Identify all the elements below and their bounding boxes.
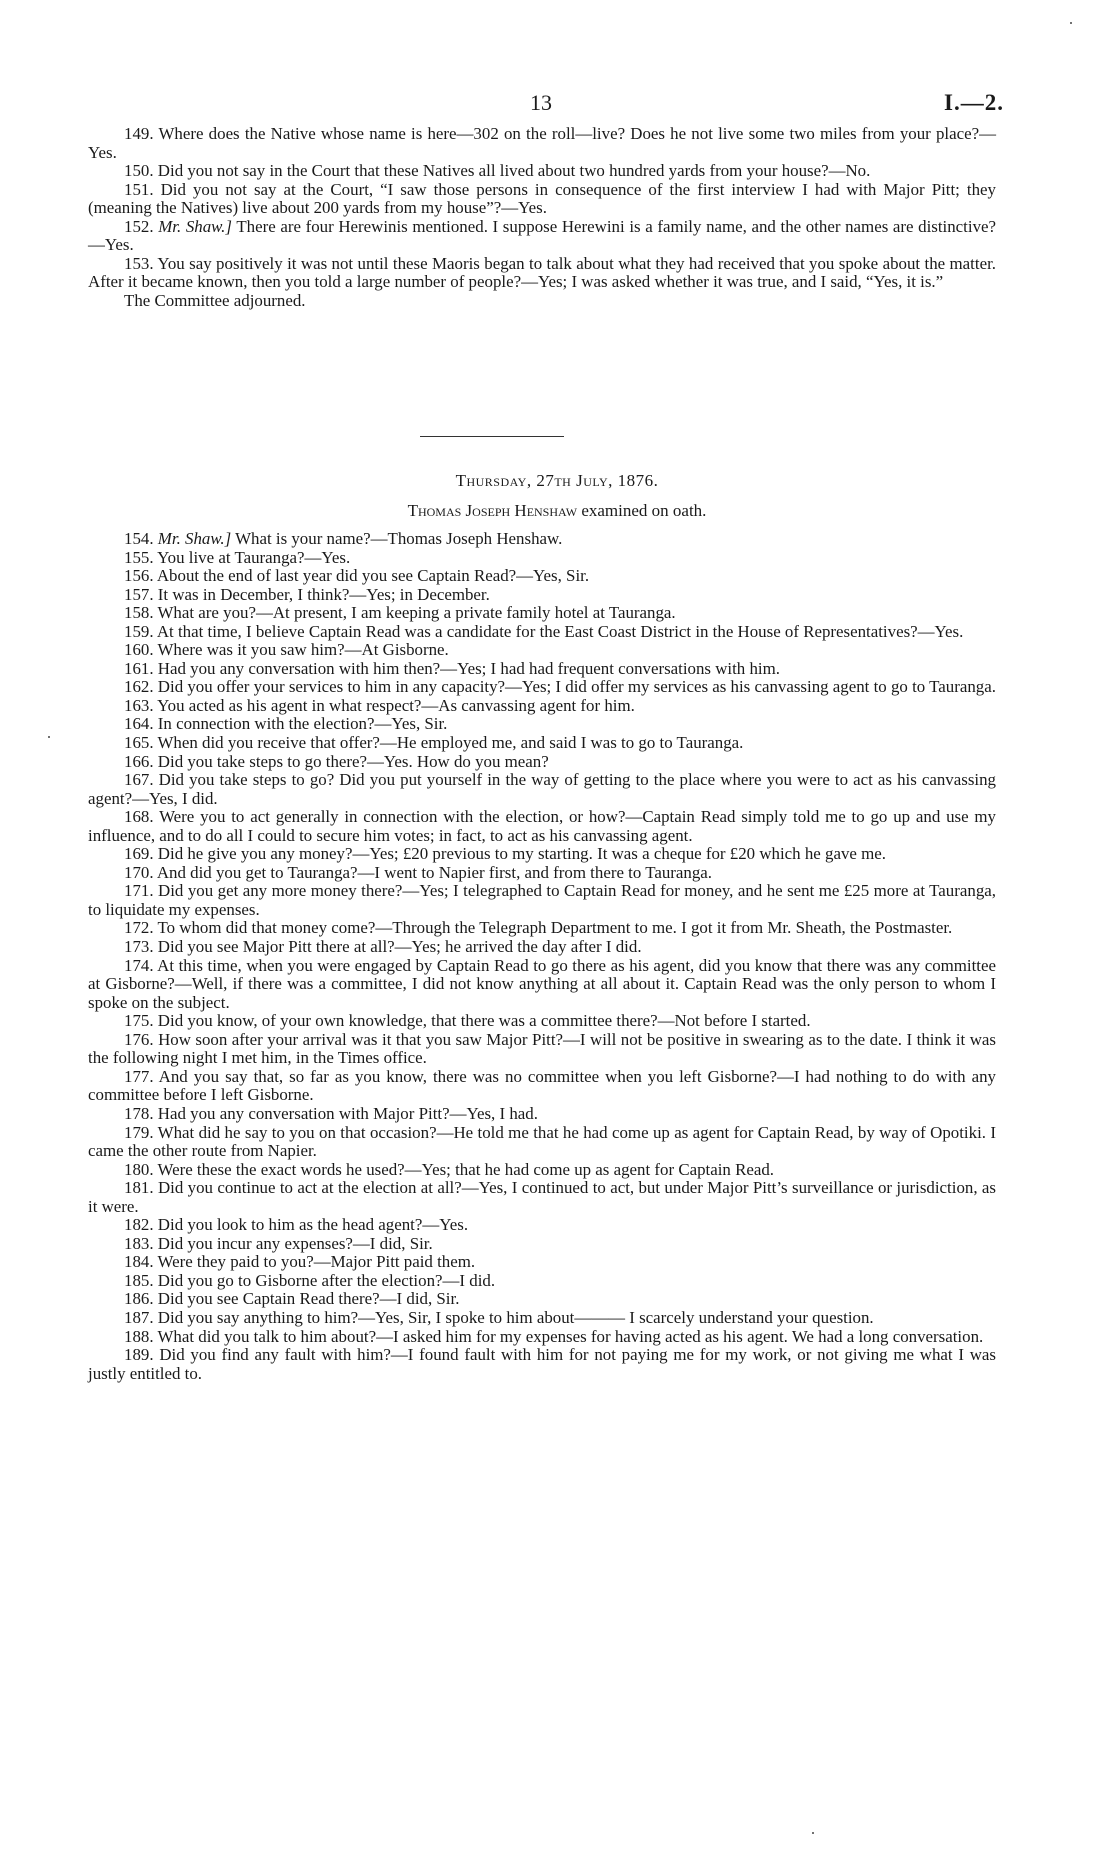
evidence-text: Did you see Major Pitt there at all?—Yes; he arrived the day after I did.	[157, 937, 642, 957]
evidence-paragraph	[88, 1068, 996, 1105]
evidence-paragraph	[88, 734, 996, 753]
witness-heading	[0, 501, 1114, 521]
evidence-text: Did he give you any money?—Yes; £20 previous to my starting. It was a cheque for £20 which he gave me.	[157, 844, 886, 864]
evidence-text: What did you talk to him about?—I asked him for my expenses for having acted as his agent. We had a long conversation.	[157, 1326, 984, 1346]
question-number: 149.	[124, 124, 154, 143]
evidence-paragraph	[88, 919, 996, 938]
evidence-text: Did you see Captain Read there?—I did, Sir.	[157, 1289, 460, 1309]
witness-name: Thomas Joseph Henshaw	[407, 501, 578, 520]
evidence-text: What are you?—At present, I am keeping a private family hotel at Tauranga.	[157, 603, 676, 623]
question-number: 178.	[124, 1103, 154, 1123]
question-number: 156.	[124, 566, 154, 586]
evidence-paragraph	[88, 641, 996, 660]
question-number: 186.	[124, 1289, 154, 1309]
evidence-paragraph	[88, 125, 996, 162]
question-number: 150.	[124, 161, 154, 181]
evidence-text: The Committee adjourned.	[124, 290, 306, 310]
evidence-text: What is your name?—Thomas Joseph Henshaw.	[235, 529, 563, 548]
evidence-text: Did you go to Gisborne after the election?—I did.	[157, 1270, 496, 1290]
question-number: 180.	[124, 1159, 154, 1179]
evidence-text: Did you incur any expenses?—I did, Sir.	[157, 1233, 433, 1253]
question-number: 153.	[124, 253, 154, 273]
evidence-paragraph	[88, 1253, 996, 1272]
evidence-paragraph	[88, 1161, 996, 1180]
question-number: 163.	[124, 695, 154, 715]
witness-suffix: examined on oath.	[581, 501, 707, 520]
evidence-paragraph	[88, 1272, 996, 1291]
question-number: 164.	[124, 714, 154, 734]
evidence-paragraph	[88, 586, 996, 605]
print-speck	[1070, 22, 1072, 24]
page-number: 13	[530, 90, 552, 115]
section-divider	[420, 436, 564, 437]
evidence-paragraph	[88, 715, 996, 734]
evidence-paragraph	[88, 864, 996, 883]
evidence-text: Did you continue to act at the election at all?—Yes, I continued to act, but under Major Pitt’s surveillance or jurisdiction, as it were.	[88, 1178, 996, 1216]
evidence-paragraph	[88, 1105, 996, 1124]
evidence-text: Had you any conversation with Major Pitt?—Yes, I had.	[157, 1103, 538, 1123]
evidence-paragraph	[88, 1328, 996, 1347]
question-number: 166.	[124, 751, 154, 771]
question-number: 188.	[124, 1326, 154, 1346]
question-number: 155.	[124, 547, 154, 567]
evidence-paragraph	[88, 660, 996, 679]
evidence-text: You acted as his agent in what respect?—As canvassing agent for him.	[157, 695, 635, 715]
evidence-text: When did you receive that offer?—He employed me, and said I was to go to Tauranga.	[157, 733, 744, 753]
question-number: 181.	[124, 1178, 154, 1198]
evidence-paragraph	[88, 882, 996, 919]
evidence-paragraph	[88, 292, 996, 311]
evidence-text: Where does the Native whose name is here—302 on the roll—live? Does he not live some two miles from your place?—Yes.	[88, 124, 997, 162]
evidence-text: Did you say anything to him?—Yes, Sir, I spoke to him about——— I scarcely understand your question.	[157, 1307, 874, 1327]
question-number: 182.	[124, 1215, 154, 1235]
question-number: 158.	[124, 603, 154, 623]
question-number: 165.	[124, 733, 154, 753]
evidence-paragraph	[88, 567, 996, 586]
question-number: 183.	[124, 1233, 154, 1253]
question-number: 174.	[124, 955, 154, 975]
speaker-label: Mr. Shaw.]	[158, 216, 232, 236]
question-number: 160.	[124, 640, 154, 660]
question-number: 157.	[124, 584, 154, 604]
question-number: 169.	[124, 844, 154, 864]
evidence-paragraph	[88, 697, 996, 716]
evidence-text: Had you any conversation with him then?—Yes; I had had frequent conversations with him.	[157, 658, 780, 678]
evidence-text: Did you know, of your own knowledge, that there was a committee there?—Not before I started.	[157, 1011, 811, 1031]
question-number: 171.	[124, 881, 154, 901]
evidence-paragraph	[88, 604, 996, 623]
evidence-paragraph	[88, 771, 996, 808]
evidence-text: In connection with the election?—Yes, Sir.	[157, 714, 448, 734]
evidence-text: Were these the exact words he used?—Yes; that he had come up as agent for Captain Read.	[157, 1159, 774, 1179]
evidence-text: Where was it you saw him?—At Gisborne.	[157, 640, 449, 660]
question-number: 184.	[124, 1252, 154, 1272]
evidence-text: There are four Herewinis mentioned. I suppose Herewini is a family name, and the other names are distinctive?—Yes.	[88, 216, 997, 255]
evidence-text: How soon after your arrival was it that you saw Major Pitt?—I will not be positive in swearing as to the date. I think it was the following night I met him, in the Times office.	[88, 1029, 996, 1068]
evidence-paragraph	[88, 845, 996, 864]
evidence-text: And you say that, so far as you know, there was no committee when you left Gisborne?—I had nothing to do with any committee before I left Gisborne.	[88, 1066, 996, 1105]
question-number: 167.	[124, 770, 154, 790]
evidence-paragraph	[88, 1031, 996, 1068]
evidence-text: Did you not say at the Court, “I saw those persons in consequence of the first interview I had with Major Pitt; they (meaning the Natives) live about 200 yards from my house”?—Yes.	[88, 179, 996, 218]
evidence-paragraph	[88, 808, 996, 845]
evidence-paragraph	[88, 1124, 996, 1161]
evidence-text: To whom did that money come?—Through the Telegraph Department to me. I got it from Mr. Sheath, the Postmaster.	[157, 918, 953, 938]
question-number: 175.	[124, 1011, 154, 1031]
evidence-paragraph	[88, 938, 996, 957]
evidence-paragraph	[88, 1179, 996, 1216]
evidence-text: It was in December, I think?—Yes; in December.	[157, 584, 490, 604]
question-number: 176.	[124, 1029, 154, 1049]
evidence-paragraph	[88, 678, 996, 697]
evidence-text: Did you get any more money there?—Yes; I telegraphed to Captain Read for money, and he sent me £25 more at Tauranga, to liquidate my expenses.	[88, 881, 996, 919]
evidence-paragraph	[88, 255, 996, 292]
evidence-text: Did you take steps to go? Did you put yourself in the way of getting to the place where you were to act as his canvassing agent?—Yes, I did.	[88, 770, 996, 808]
evidence-text: At this time, when you were engaged by Captain Read to go there as his agent, did you know that there was any committee at Gisborne?—Well, if there was a committee, I did not know anything at all about it. Captain Read was the only person to whom I spoke on the subject.	[88, 955, 996, 1012]
question-number: 154.	[124, 529, 154, 548]
evidence-text: And did you get to Tauranga?—I went to Napier first, and from there to Tauranga.	[156, 862, 713, 882]
evidence-paragraph	[88, 1216, 996, 1235]
question-number: 179.	[124, 1122, 154, 1142]
document-code: I.—2.	[944, 90, 1004, 115]
evidence-text: You say positively it was not until these Maoris began to talk about what they had received that you spoke about the matter. After it became known, then you told a large number of people?—Yes; I was asked whether it was true, and I said, “Yes, it is.”	[88, 253, 996, 292]
evidence-text: Did you look to him as the head agent?—Yes.	[157, 1215, 469, 1235]
question-number: 151.	[124, 179, 154, 199]
evidence-paragraph	[88, 218, 996, 255]
question-number: 152.	[124, 216, 154, 236]
evidence-text: At that time, I believe Captain Read was a candidate for the East Coast District in the House of Representatives?—Yes.	[156, 621, 964, 641]
evidence-text: Did you offer your services to him in any capacity?—Yes; I did offer my services as his canvassing agent to go to Tauranga.	[157, 677, 996, 697]
question-number: 170.	[124, 862, 154, 882]
evidence-paragraph	[88, 181, 996, 218]
evidence-paragraph	[88, 162, 996, 181]
evidence-text: Did you not say in the Court that these Natives all lived about two hundred yards from your house?—No.	[157, 161, 871, 181]
evidence-section-1	[88, 125, 996, 310]
question-number: 189.	[124, 1345, 154, 1365]
question-number: 159.	[124, 621, 154, 641]
evidence-paragraph	[88, 753, 996, 772]
evidence-paragraph	[88, 1290, 996, 1309]
evidence-text: About the end of last year did you see Captain Read?—Yes, Sir.	[156, 566, 590, 586]
question-number: 185.	[124, 1270, 154, 1290]
question-number: 177.	[124, 1066, 154, 1086]
evidence-text: What did he say to you on that occasion?—He told me that he had come up as agent for Captain Read, by way of Opotiki. I came the other route from Napier.	[88, 1122, 996, 1161]
evidence-text: Were you to act generally in connection with the election, or how?—Captain Read simply told me to go up and use my influence, and to do all I could to secure him votes; in fact, to act as his canvassing agent.	[88, 807, 997, 845]
question-number: 161.	[124, 658, 154, 678]
evidence-text: You live at Tauranga?—Yes.	[157, 547, 351, 567]
evidence-paragraph	[88, 957, 996, 1013]
evidence-paragraph	[88, 549, 996, 568]
evidence-paragraph	[88, 1309, 996, 1328]
evidence-paragraph	[88, 1346, 996, 1383]
evidence-paragraph	[88, 623, 996, 642]
date-heading: Thursday, 27th July, 1876.	[455, 471, 659, 490]
evidence-text: Did you find any fault with him?—I found fault with him for not paying me for my work, or not giving me what I was justly entitled to.	[88, 1345, 996, 1383]
question-number: 168.	[124, 807, 154, 827]
page-header	[0, 90, 1114, 120]
print-speck	[48, 736, 50, 738]
evidence-text: Did you take steps to go there?—Yes. How do you mean?	[157, 751, 549, 771]
evidence-paragraph	[88, 1235, 996, 1254]
evidence-paragraph	[88, 1012, 996, 1031]
question-number: 187.	[124, 1307, 154, 1327]
question-number: 172.	[124, 918, 154, 938]
question-number: 173.	[124, 937, 154, 957]
evidence-paragraph	[88, 530, 996, 549]
question-number: 162.	[124, 677, 154, 697]
evidence-section-2	[88, 530, 996, 1383]
print-speck	[812, 1832, 814, 1834]
evidence-text: Were they paid to you?—Major Pitt paid them.	[157, 1252, 476, 1272]
speaker-label: Mr. Shaw.]	[157, 529, 232, 548]
